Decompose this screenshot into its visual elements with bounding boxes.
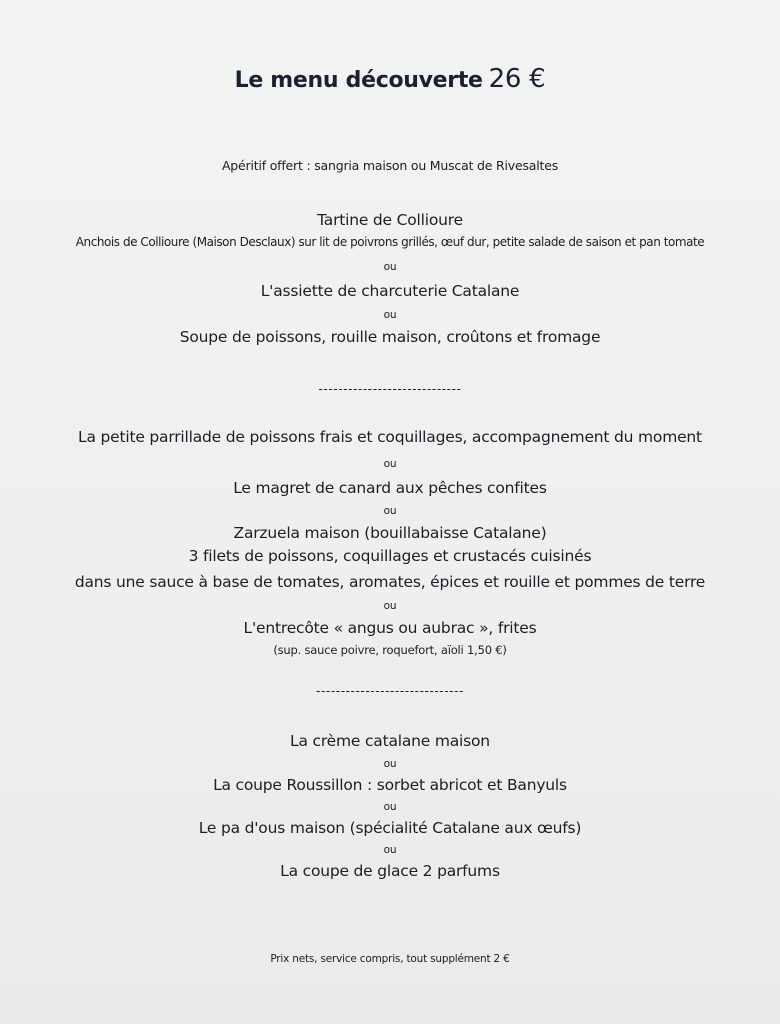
dessert-creme-catalane: La crème catalane maison [290,732,490,750]
menu-title-text: Le menu découverte [234,68,483,93]
main-zarzuela-detail-1: 3 filets de poissons, coquillages et crustacés cuisinés [188,547,592,565]
dessert-pa-dous: Le pa d'ous maison (spécialité Catalane aux œufs) [198,819,582,837]
dessert-coupe-roussillon: La coupe Roussillon : sorbet abricot et Banyuls [213,776,567,794]
or-divider: ou [383,261,397,273]
section-separator: ----------------------------- [318,382,462,396]
starter-tartine-detail: Anchois de Collioure (Maison Desclaux) sur lit de poivrons grillés, œuf dur, petite salade de saison et pan tomate [75,235,705,249]
or-divider: ou [383,309,397,321]
main-zarzuela-detail-2: dans une sauce à base de tomates, aromates, épices et rouille et pommes de terre [74,573,706,591]
dessert-coupe-glace: La coupe de glace 2 parfums [280,862,500,880]
or-divider: ou [383,600,397,612]
starter-soupe: Soupe de poissons, rouille maison, croûtons et fromage [179,328,601,346]
starter-charcuterie: L'assiette de charcuterie Catalane [260,282,520,300]
or-divider: ou [383,758,397,770]
starter-tartine-title: Tartine de Collioure [317,211,463,229]
main-parrillade: La petite parrillade de poissons frais et coquillages, accompagnement du moment [78,428,702,446]
or-divider: ou [383,505,397,517]
or-divider: ou [383,458,397,470]
aperitif-offer: Apéritif offert : sangria maison ou Muscat de Rivesaltes [221,158,559,173]
section-separator: ------------------------------ [316,684,464,698]
or-divider: ou [383,801,397,813]
menu-title [0,64,780,94]
pricing-footer-note: Prix nets, service compris, tout supplément 2 € [270,953,510,965]
main-zarzuela: Zarzuela maison (bouillabaisse Catalane) [233,524,547,542]
menu-price: 26 € [488,64,546,94]
main-magret: Le magret de canard aux pêches confites [233,479,547,497]
main-entrecote: L'entrecôte « angus ou aubrac », frites [243,619,537,637]
main-entrecote-supplement: (sup. sauce poivre, roquefort, aïoli 1,50 €) [273,643,507,657]
or-divider: ou [383,844,397,856]
